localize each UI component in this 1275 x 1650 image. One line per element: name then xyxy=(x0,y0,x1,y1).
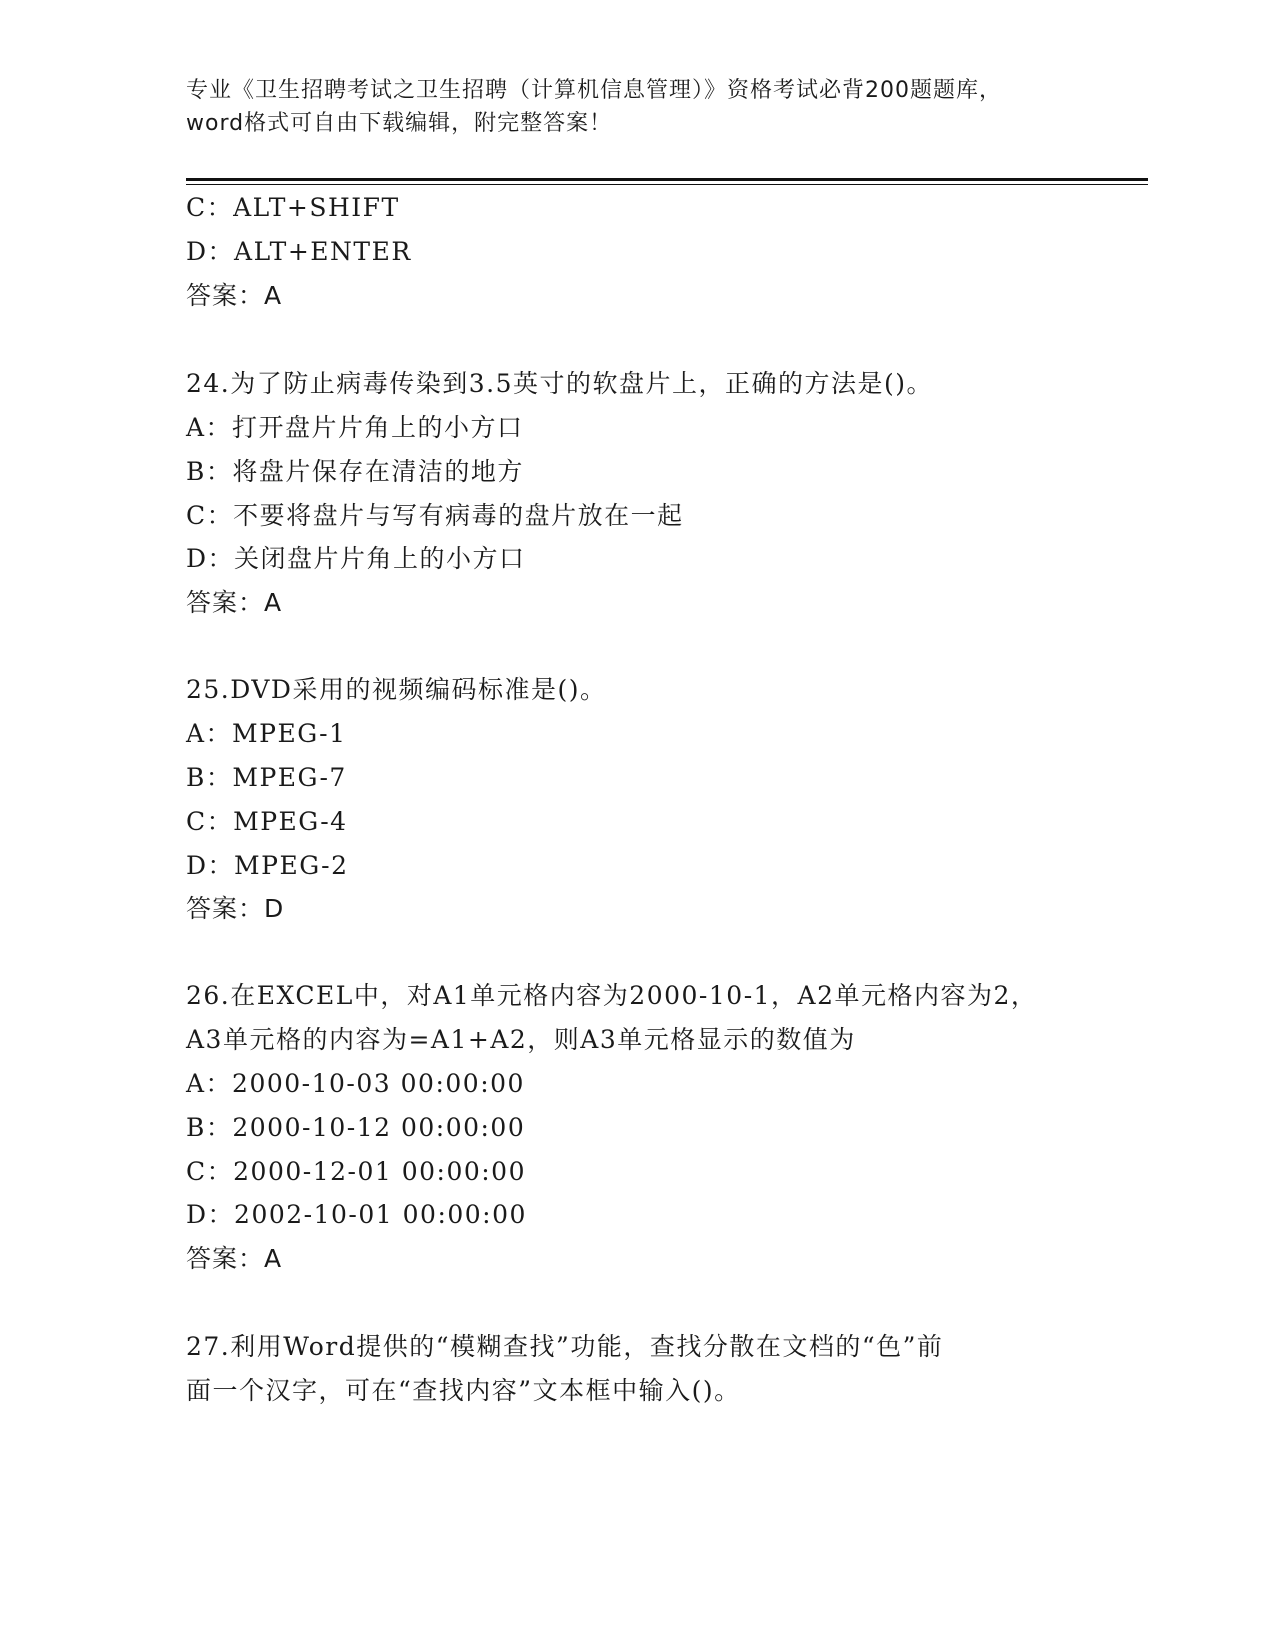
header-line-1: 专业《卫生招聘考试之卫生招聘（计算机信息管理）》资格考试必背200题题库， xyxy=(186,78,1002,103)
q26-answer: 答案：A xyxy=(186,1244,283,1273)
q27-stem-line-1: 27.利用Word提供的“模糊查找”功能，查找分散在文档的“色”前 xyxy=(186,1332,944,1361)
q25-option-c: C：MPEG-4 xyxy=(186,807,348,836)
q24-option-c: C：不要将盘片与写有病毒的盘片放在一起 xyxy=(186,501,684,530)
header-line-2: word格式可自由下载编辑，附完整答案！ xyxy=(186,111,613,136)
q24-option-b: B：将盘片保存在清洁的地方 xyxy=(186,457,524,486)
q24-option-a: A：打开盘片片角上的小方口 xyxy=(186,413,524,442)
header-divider-thin xyxy=(186,184,1148,185)
q26-option-c: C：2000-12-01 00:00:00 xyxy=(186,1157,526,1186)
q23-option-d: D：ALT+ENTER xyxy=(186,237,412,266)
q25-stem: 25.DVD采用的视频编码标准是()。 xyxy=(186,675,607,704)
q26-stem-line-1: 26.在EXCEL中，对A1单元格内容为2000-10-1，A2单元格内容为2， xyxy=(186,981,1038,1010)
q25-option-b: B：MPEG-7 xyxy=(186,763,347,792)
q25-answer: 答案：D xyxy=(186,894,285,923)
q26-option-d: D：2002-10-01 00:00:00 xyxy=(186,1200,527,1229)
q27-stem-line-2: 面一个汉字，可在“查找内容”文本框中输入()。 xyxy=(186,1376,741,1405)
q24-answer: 答案：A xyxy=(186,588,283,617)
q26-option-a: A：2000-10-03 00:00:00 xyxy=(186,1069,525,1098)
q25-option-a: A：MPEG-1 xyxy=(186,719,347,748)
q23-option-c: C：ALT+SHIFT xyxy=(186,193,400,222)
q23-answer: 答案：A xyxy=(186,281,283,310)
q26-stem-line-2: A3单元格的内容为=A1+A2，则A3单元格显示的数值为 xyxy=(186,1025,856,1054)
q25-option-d: D：MPEG-2 xyxy=(186,851,349,880)
header-divider-thick xyxy=(186,178,1148,181)
document-header xyxy=(186,74,1086,140)
q24-stem: 24.为了防止病毒传染到3.5英寸的软盘片上，正确的方法是()。 xyxy=(186,369,934,398)
q26-option-b: B：2000-10-12 00:00:00 xyxy=(186,1113,526,1142)
q24-option-d: D：关闭盘片片角上的小方口 xyxy=(186,544,526,573)
